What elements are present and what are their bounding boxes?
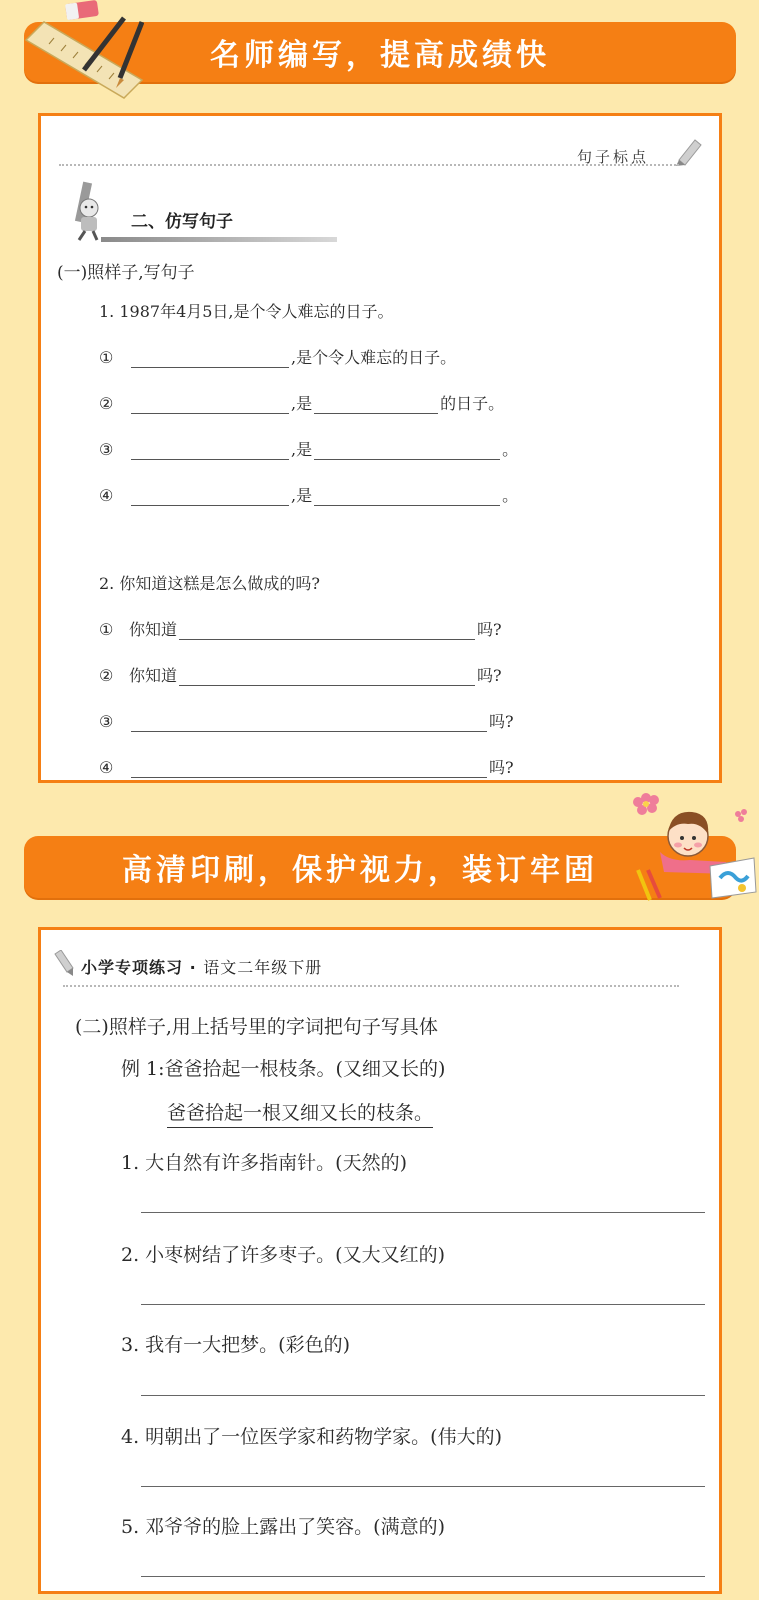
answer-blank[interactable]	[131, 444, 289, 460]
item-text: ,是	[291, 394, 313, 413]
question-2: 2. 小枣树结了许多枣子。(又大又红的)	[121, 1244, 445, 1266]
top-banner-text: 名师编写，提高成绩快	[210, 38, 550, 73]
header-dot: ·	[183, 958, 204, 977]
item-text-start: 你知道	[129, 666, 178, 685]
q2-item-4	[99, 755, 514, 778]
worksheet-panel-1	[38, 113, 722, 783]
q1-item-1	[99, 345, 456, 368]
item-text: ,是	[291, 486, 313, 505]
header-dotted-line	[63, 985, 679, 987]
pencil-icon	[673, 134, 703, 166]
q2-item-2	[99, 663, 502, 686]
answer-blank[interactable]	[314, 398, 438, 414]
answer-blank[interactable]	[131, 490, 289, 506]
answer-line[interactable]	[141, 1395, 705, 1396]
answer-blank[interactable]	[314, 444, 500, 460]
answer-line[interactable]	[141, 1576, 705, 1577]
item-text: ,是	[291, 440, 313, 459]
item-mark: ①	[99, 620, 114, 639]
answer-blank[interactable]	[179, 624, 475, 640]
answer-line[interactable]	[141, 1212, 705, 1213]
item-mark: ②	[99, 394, 114, 413]
item-mark: ③	[99, 712, 114, 731]
answer-blank[interactable]	[131, 352, 289, 368]
item-text-start: 你知道	[129, 620, 178, 639]
question-5: 5. 邓爷爷的脸上露出了笑容。(满意的)	[121, 1516, 445, 1538]
answer-blank[interactable]	[131, 398, 289, 414]
book-series: 小学专项练习	[81, 958, 184, 977]
middle-banner-text: 高清印刷，保护视力，装订牢固	[122, 853, 598, 888]
header-dotted-line	[59, 164, 679, 166]
item-text-end: 的日子。	[440, 394, 505, 413]
item-text-end: 吗?	[489, 758, 514, 777]
q2-item-1	[99, 617, 502, 640]
part-2-title: (二)照样子,用上括号里的字词把句子写具体	[75, 1016, 438, 1038]
answer-line[interactable]	[141, 1304, 705, 1305]
panel-1-header: 句子标点	[576, 148, 649, 166]
book-grade: 语文二年级下册	[203, 958, 323, 977]
item-mark: ④	[99, 758, 114, 777]
item-mark: ②	[99, 666, 114, 685]
item-text-end: 吗?	[489, 712, 514, 731]
question-2-prompt: 2. 你知道这糕是怎么做成的吗?	[99, 574, 320, 593]
worksheet-panel-2	[38, 927, 722, 1594]
section-title: 二、仿写句子	[131, 212, 233, 232]
kid-with-pencil-icon	[57, 180, 115, 242]
item-text-end: 。	[502, 486, 519, 505]
example-answer: 爸爸拾起一根又细又长的枝条。	[167, 1098, 433, 1128]
item-mark: ①	[99, 348, 114, 367]
item-text-end: 吗?	[477, 620, 502, 639]
item-text-end: 。	[502, 440, 519, 459]
item-mark: ③	[99, 440, 114, 459]
section-underline	[101, 237, 337, 242]
answer-blank[interactable]	[179, 670, 475, 686]
item-mark: ④	[99, 486, 114, 505]
answer-blank[interactable]	[131, 762, 487, 778]
q1-item-4	[99, 483, 518, 506]
q2-item-3	[99, 709, 514, 732]
kid-drawing-icon	[630, 792, 758, 912]
question-4: 4. 明朝出了一位医学家和药物学家。(伟大的)	[121, 1426, 502, 1448]
ruler-pencil-icon	[24, 0, 144, 100]
example-prompt: 例 1:爸爸拾起一根枝条。(又细又长的)	[121, 1058, 446, 1080]
question-1: 1. 大自然有许多指南针。(天然的)	[121, 1152, 407, 1174]
pencil-icon	[51, 950, 75, 976]
question-3: 3. 我有一大把梦。(彩色的)	[121, 1334, 350, 1356]
part-1-title: (一)照样子,写句子	[57, 263, 195, 283]
q1-item-2	[99, 391, 504, 414]
question-1-prompt: 1. 1987年4月5日,是个令人难忘的日子。	[99, 302, 394, 321]
answer-blank[interactable]	[131, 716, 487, 732]
answer-blank[interactable]	[314, 490, 500, 506]
answer-line[interactable]	[141, 1486, 705, 1487]
panel-2-header	[81, 955, 322, 978]
item-text-end: 吗?	[477, 666, 502, 685]
q1-item-3	[99, 437, 518, 460]
item-text: ,是个令人难忘的日子。	[291, 348, 457, 367]
